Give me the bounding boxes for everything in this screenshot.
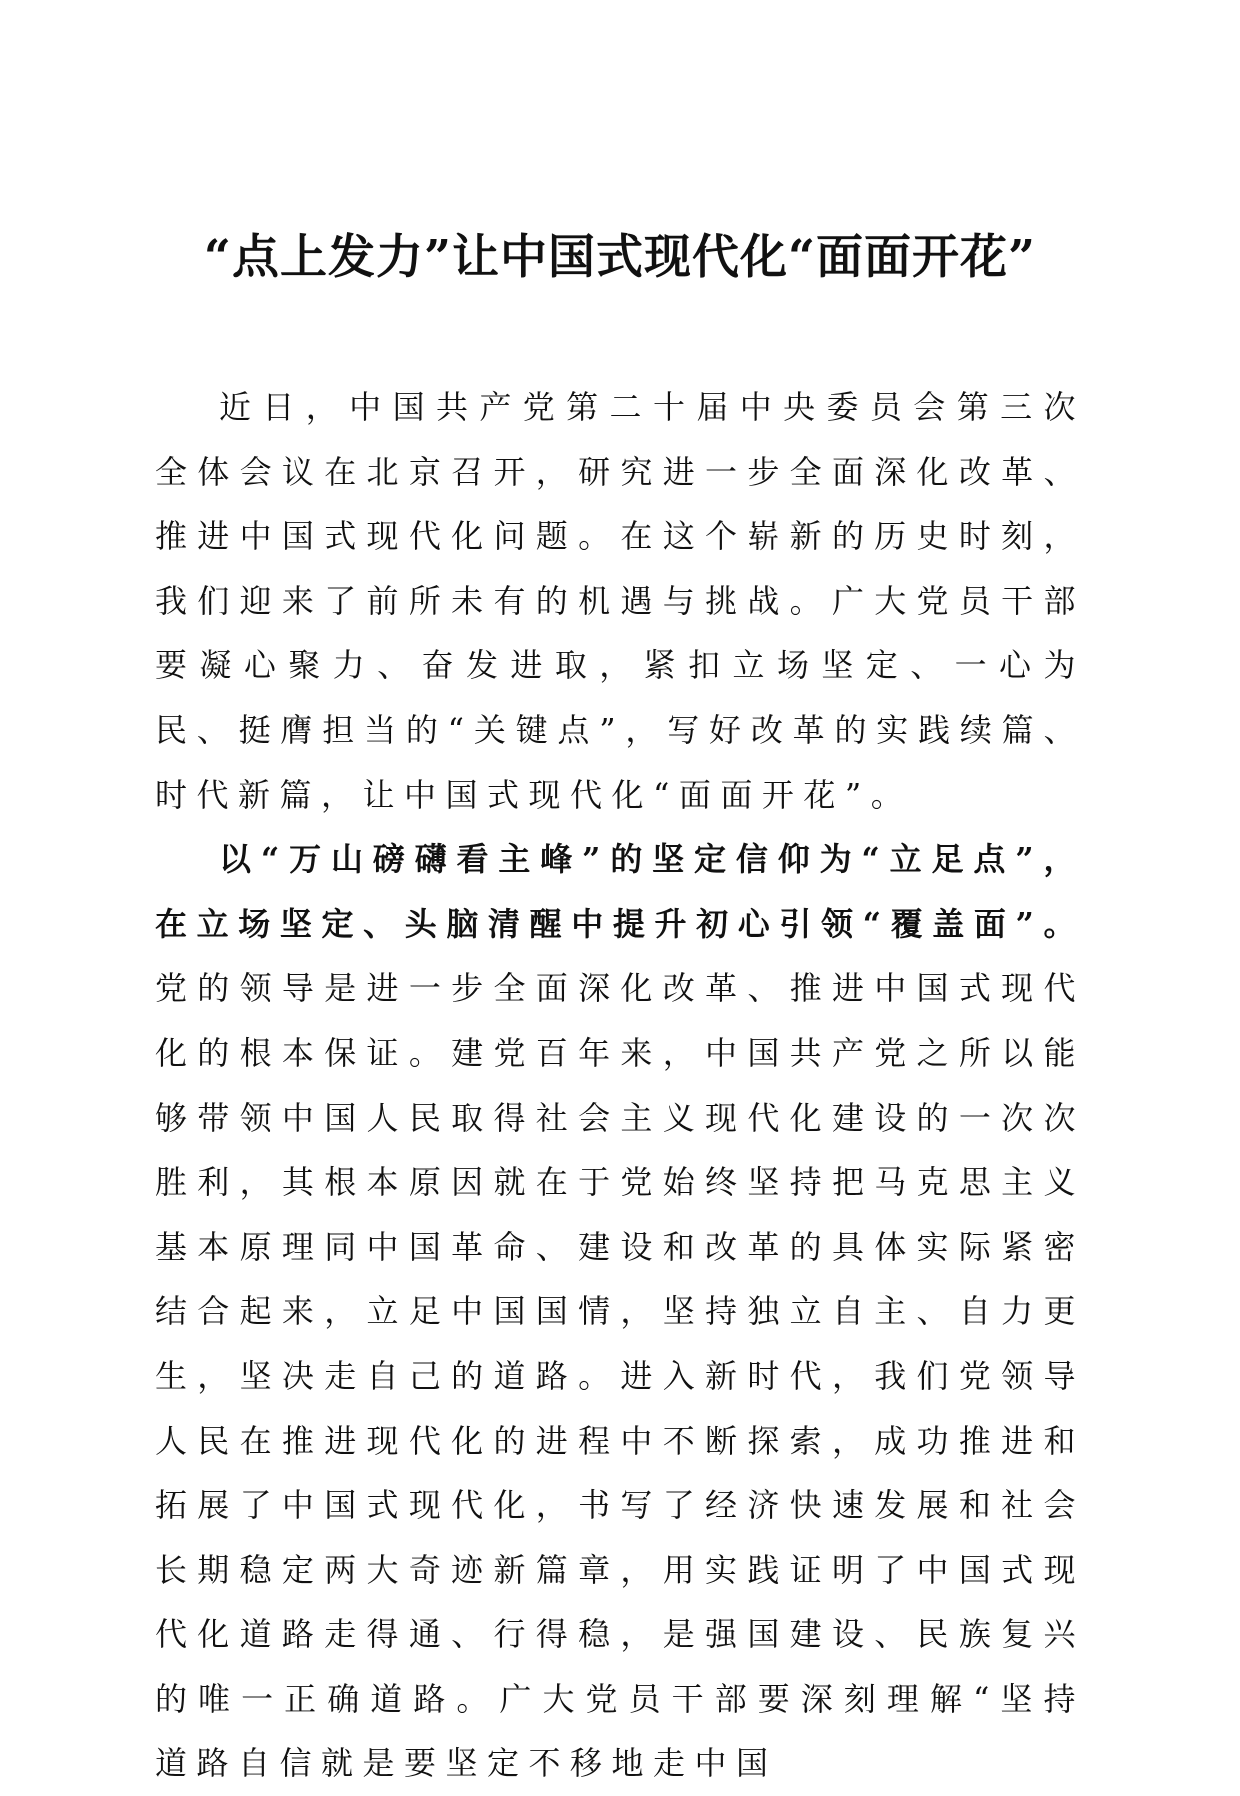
paragraph-intro — [155, 375, 1085, 827]
article-title: “点上发力”让中国式现代化“面面开花” — [203, 230, 1037, 285]
paragraph-section-1 — [155, 827, 1085, 1796]
paragraph-text: 党的领导是进一步全面深化改革、推进中国式现代化的根本保证。建党百年来，中国共产党之所以能够带领中国人民取得社会主义现代化建设的一次次胜利，其根本原因就在于党始终坚持把马克思主义基本原理同中国革命、建设和改革的具体实际紧密结合起来，立足中国国情，坚持独立自主、自力更生，坚决走自己的道路。进入新时代，我们党领导人民在推进现代化的进程中不断探索，成功推进和拓展了中国式现代化，书写了经济快速发展和社会长期稳定两大奇迹新篇章，用实践证明了中国式现代化道路走得通、行得稳，是强国建设、民族复兴的唯一正确道路。广大党员干部要深刻理解“坚持道路自信就是要坚定不移地走中国 — [155, 969, 1085, 1783]
article-body — [155, 375, 1085, 1796]
paragraph-text: 近日，中国共产党第二十届中央委员会第三次全体会议在北京召开，研究进一步全面深化改革、推进中国式现代化问题。在这个崭新的历史时刻，我们迎来了前所未有的机遇与挑战。广大党员干部要凝心聚力、奋发进取，紧扣立场坚定、一心为民、挺膺担当的“关键点”，写好改革的实践续篇、时代新篇，让中国式现代化“面面开花”。 — [155, 388, 1085, 814]
paragraph-lead-heading: 以“万山磅礴看主峰”的坚定信仰为“立足点”，在立场坚定、头脑清醒中提升初心引领“覆盖面”。 — [155, 840, 1085, 943]
